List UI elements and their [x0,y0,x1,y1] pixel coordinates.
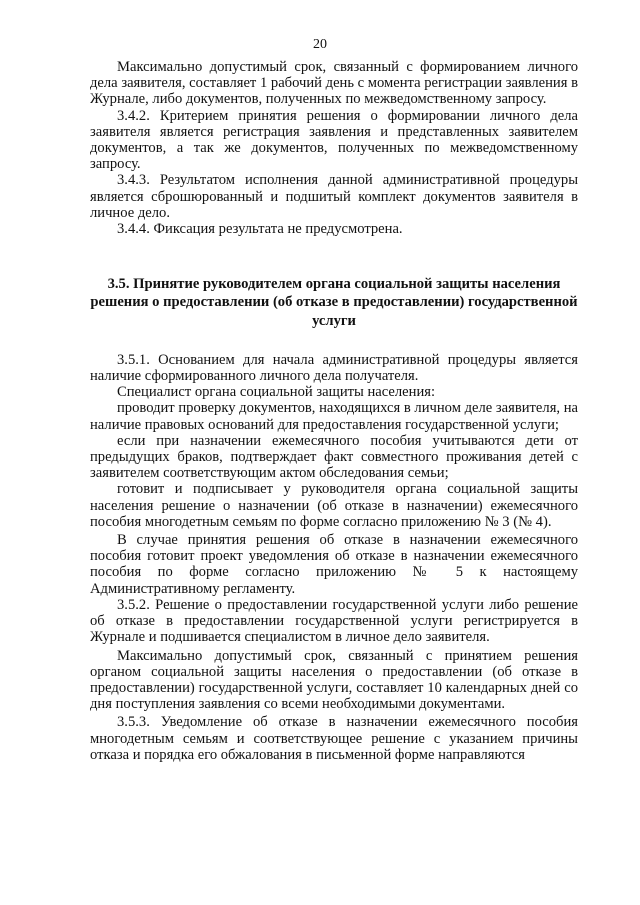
paragraph-refusal-notice: В случае принятия решения об отказе в назначении ежемесячного пособия готовит проект уведомления об отказе в назначении ежемесячного пособия по форме согласно приложению № 5 к настоящему Административному регламенту. [90,532,578,597]
paragraph-3-5-1: 3.5.1. Основанием для начала административной процедуры является наличие сформированного личного дела получателя. [90,351,578,385]
paragraph-prepares-decision: готовит и подписывает у руководителя органа социальной защиты населения решение о назначении (об отказе в назначении) ежемесячного пособия многодетным семьям по форме согласно приложению № 3 (№ 4). [90,481,578,530]
document-body [90,59,578,763]
paragraph-3-4-3: 3.4.3. Результатом исполнения данной административной процедуры является сброшюрованный и подшитый комплект документов заявителя в личное дело. [90,172,578,221]
paragraph-3-5-3: 3.5.3. Уведомление об отказе в назначении ежемесячного пособия многодетным семьям и соответствующее решение с указанием причины отказа и порядка его обжалования в письменной форме направляются [90,714,578,763]
paragraph-3-4-4: 3.4.4. Фиксация результата не предусмотрена. [117,221,403,238]
paragraph-3-5-2: 3.5.2. Решение о предоставлении государственной услуги либо решение об отказе в предоставлении государственной услуги регистрируется в Журнале и подшивается специалистом в личное дело заявителя. [90,596,578,646]
paragraph-specialist: Специалист органа социальной защиты населения: [117,384,436,401]
page-number: 20 [313,37,327,52]
paragraph-max-term-decision: Максимально допустимый срок, связанный с принятием решения органом социальной защиты населения о предоставлении (об отказе в предоставлении) государственной услуги, составляет 10 календарных дней со дня поступления заявления со всеми необходимыми документами. [90,647,578,713]
paragraph-max-term-formation: Максимально допустимый срок, связанный с формированием личного дела заявителя, составляет 1 рабочий день с момента регистрации заявления в Журнале, либо документов, полученных по межведомственному запросу. [90,59,578,108]
paragraph-3-4-2: 3.4.2. Критерием принятия решения о формировании личного дела заявителя является регистрация заявления и представленных заявителем документов, а так же документов, полученных по межведомственному запросу. [90,107,578,173]
paragraph-checks-documents: проводит проверку документов, находящихся в личном деле заявителя, на наличие правовых оснований для предоставления государственной услуги; [90,400,578,433]
section-heading-3-5: 3.5. Принятие руководителем органа социальной защиты населения решения о предоставлении (об отказе в предоставлении) государственной услуги [90,276,578,329]
paragraph-children-previous-marriages: если при назначении ежемесячного пособия учитываются дети от предыдущих браков, подтверждает факт совместного проживания детей с заявителем соответствующим актом обследования семьи; [90,432,578,482]
